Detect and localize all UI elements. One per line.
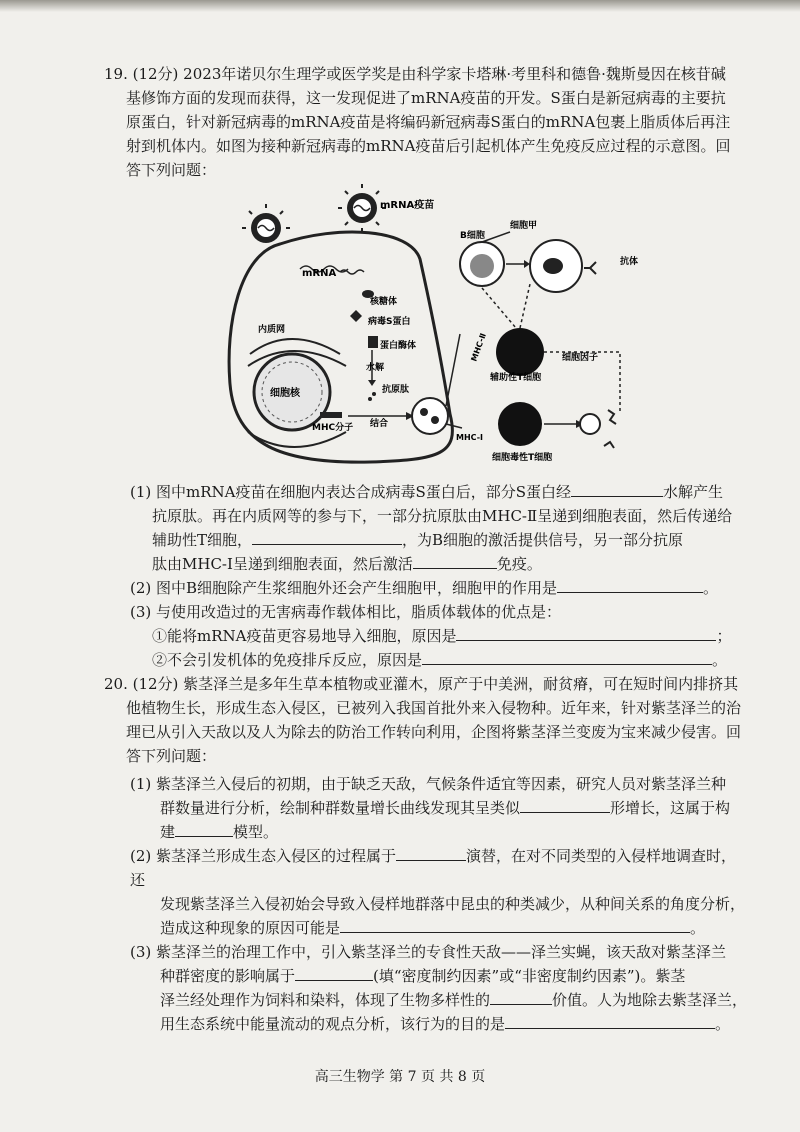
q20-p3-text-d: 泽兰经处理作为饲料和染料，体现了生物多样性的 xyxy=(160,991,491,1009)
helper-t-shape xyxy=(496,328,544,376)
q19-p2-text-a: (2) 图中B细胞除产生浆细胞外还会产生细胞甲，细胞甲的作用是 xyxy=(130,579,558,597)
q20-p2-text-a: (2) 紫茎泽兰形成生态入侵区的过程属于 xyxy=(130,847,397,865)
label-b-cell: B细胞 xyxy=(460,231,485,241)
q20-p3-text-f: 用生态系统中能量流动的观点分析，该行为的目的是 xyxy=(160,1015,506,1033)
q20-line1: 20. (12分) 紫茎泽兰是多年生草本植物或亚灌木，原产于中美洲，耐贫瘠，可在短时间内排挤其 xyxy=(104,675,739,693)
q19-p1-line2: 抗原肽。再在内质网等的参与下，一部分抗原肽由MHC-Ⅱ呈递到细胞表面，然后传递给 xyxy=(152,507,733,525)
q19-blank-6[interactable] xyxy=(422,648,712,665)
label-mhc2: MHC-Ⅱ xyxy=(469,332,488,363)
q19-p1-line4 xyxy=(130,552,750,576)
q20-p1-line3 xyxy=(130,820,750,844)
q20-p2-text-b: 演替，在对不同类型的入侵样地调查时，还 xyxy=(130,847,737,889)
q20-blank-7[interactable] xyxy=(505,1012,715,1029)
q19-line3: 原蛋白，针对新冠病毒的mRNA疫苗是将编码新冠病毒S蛋白的mRNA包裹上脂质体后再注 xyxy=(126,113,731,131)
immune-response-diagram xyxy=(220,184,660,474)
q20-blank-6[interactable] xyxy=(490,988,552,1005)
q20-line2: 他植物生长，形成生态入侵区，已被列入我国首批外来入侵物种。近年来，针对紫茎泽兰的治 xyxy=(126,699,742,717)
label-antibody: 抗体 xyxy=(620,257,639,267)
q20-p3-line1: (3) 紫茎泽兰的治理工作中，引入紫茎泽兰的专食性天敌——泽兰实蝇，该天敌对紫茎泽兰 xyxy=(130,943,727,961)
s-protein-shape xyxy=(350,310,362,322)
lysed-cell-shape xyxy=(604,410,616,448)
q19-part1 xyxy=(130,480,750,672)
q20-p3-text-g: 。 xyxy=(715,1015,731,1033)
q19-p1-text-g: 免疫。 xyxy=(496,555,542,573)
q20-blank-4[interactable] xyxy=(340,916,690,933)
label-hydrolysis: 水解 xyxy=(366,363,385,373)
q20-p3-line2 xyxy=(130,964,750,988)
q20-p2-line1 xyxy=(130,844,750,892)
q20-blank-2[interactable] xyxy=(175,820,233,837)
q20-p3-line4 xyxy=(130,1012,750,1036)
q20-p1-text-e: 模型。 xyxy=(233,823,279,841)
q19-stem xyxy=(104,62,754,182)
label-mrna: mRNA xyxy=(302,268,337,279)
q19-p3-line3 xyxy=(130,648,750,672)
q19-line1: 19. (12分) 2023年诺贝尔生理学或医学奖是由科学家卡塔琳·考里科和德鲁·魏斯曼因在核苷碱 xyxy=(104,65,726,83)
mhc-shape xyxy=(320,412,342,418)
q19-line5: 答下列问题： xyxy=(126,161,217,179)
q20-p1-text-d: 建 xyxy=(160,823,176,841)
q19-blank-4[interactable] xyxy=(557,576,703,593)
q19-blank-5[interactable] xyxy=(456,624,716,641)
label-proteasome: 蛋白酶体 xyxy=(380,341,417,351)
q19-p1-text-d: 辅助性T细胞， xyxy=(152,531,253,549)
q19-p1-text-e: ，为B细胞的激活提供信号，另一部分抗原 xyxy=(402,531,684,549)
q20-p2-line2: 发现紫茎泽兰入侵初始会导致入侵样地群落中昆虫的种类减少，从种间关系的角度分析， xyxy=(160,895,746,913)
q20-p2-text-e: 。 xyxy=(690,919,706,937)
q20-line4: 答下列问题： xyxy=(126,747,217,765)
scan-edge xyxy=(0,0,800,12)
q19-p2-text-b: 。 xyxy=(703,579,719,597)
label-helper-t: 辅助性T细胞 xyxy=(490,373,542,383)
label-er: 内质网 xyxy=(258,325,286,335)
label-cytotoxic-t: 细胞毒性T细胞 xyxy=(492,453,553,463)
q19-p3-line2 xyxy=(130,624,750,648)
q19-p1-line1 xyxy=(130,480,750,504)
q19-p3-text-b: ①能将mRNA疫苗更容易地导入细胞，原因是 xyxy=(152,627,457,645)
q20-parts xyxy=(130,772,750,1036)
label-ribosome: 核糖体 xyxy=(370,297,398,307)
label-s-protein: 病毒S蛋白 xyxy=(368,317,411,327)
q19-p3-text-c-end: 。 xyxy=(712,651,728,669)
q19-p3-text-b-end: ； xyxy=(716,627,732,645)
label-mrna-vaccine: mRNA疫苗 xyxy=(380,200,435,211)
page-footer: 高三生物学 第 7 页 共 8 页 xyxy=(314,1069,486,1085)
q19-p1-line3 xyxy=(130,528,750,552)
q20-p2-line3 xyxy=(130,916,750,940)
q20-blank-5[interactable] xyxy=(295,964,373,981)
vaccine-particle-2 xyxy=(242,204,290,243)
q20-p3-text-e: 价值。人为地除去紫茎泽兰， xyxy=(552,991,748,1009)
q20-p1-line1: (1) 紫茎泽兰入侵后的初期，由于缺乏天敌，气候条件适宜等因素，研究人员对紫茎泽兰种 xyxy=(130,775,727,793)
cytotoxic-t-shape xyxy=(498,402,542,446)
q19-p1-text-b: 水解产生 xyxy=(663,483,724,501)
antibody-shape xyxy=(584,262,596,274)
q20-stem xyxy=(104,672,754,768)
label-mhc-molecule: MHC分子 xyxy=(312,423,354,433)
q20-p3-text-c: (填“密度制约因素”或“非密度制约因素”)。紫茎 xyxy=(373,967,686,985)
q19-p3-text-c: ②不会引发机体的免疫排斥反应，原因是 xyxy=(152,651,423,669)
q20-p1-text-b: 群数量进行分析，绘制种群数量增长曲线发现其呈类似 xyxy=(160,799,521,817)
q20-p2-text-d: 造成这种现象的原因可能是 xyxy=(160,919,341,937)
q19-p1-text-a: (1) 图中mRNA疫苗在细胞内表达合成病毒S蛋白后，部分S蛋白经 xyxy=(130,483,572,501)
label-cell-a: 细胞甲 xyxy=(510,221,538,231)
q20-p3-text-b: 种群密度的影响属于 xyxy=(160,967,296,985)
label-mhc1: MHC-Ⅰ xyxy=(456,433,484,442)
vesicle-shape xyxy=(412,398,448,434)
target-cell-shape xyxy=(580,414,600,434)
label-cytokine: 细胞因子 xyxy=(562,353,599,363)
q20-p3-line3 xyxy=(130,988,750,1012)
q19-p2-line xyxy=(130,576,750,600)
q20-p1-line2 xyxy=(130,796,750,820)
q19-line2: 基修饰方面的发现而获得，这一发现促进了mRNA疫苗的开发。S蛋白是新冠病毒的主要抗 xyxy=(126,89,726,107)
proteasome-shape xyxy=(368,336,378,348)
q19-line4: 射到机体内。如图为接种新冠病毒的mRNA疫苗后引起机体产生免疫反应过程的示意图。回 xyxy=(126,137,731,155)
label-antigen-peptide: 抗原肽 xyxy=(382,385,410,395)
label-nucleus: 细胞核 xyxy=(270,388,300,399)
q19-blank-1[interactable] xyxy=(571,480,663,497)
q20-line3: 理已从引入天敌以及人为除去的防治工作转向利用，企图将紫茎泽兰变废为宝来减少侵害。回 xyxy=(126,723,742,741)
q20-blank-1[interactable] xyxy=(520,796,610,813)
q19-blank-3[interactable] xyxy=(413,552,497,569)
q19-p3-line1: (3) 与使用改造过的无害病毒作载体相比，脂质体载体的优点是： xyxy=(130,603,562,621)
label-bind: 结合 xyxy=(370,419,389,429)
q19-blank-2[interactable] xyxy=(252,528,402,545)
q20-p1-text-c: 形增长，这属于构 xyxy=(610,799,731,817)
q19-p1-text-f: 肽由MHC-Ⅰ呈递到细胞表面，然后激活 xyxy=(152,555,413,573)
q20-blank-3[interactable] xyxy=(396,844,466,861)
vaccine-particle-1 xyxy=(338,184,386,232)
